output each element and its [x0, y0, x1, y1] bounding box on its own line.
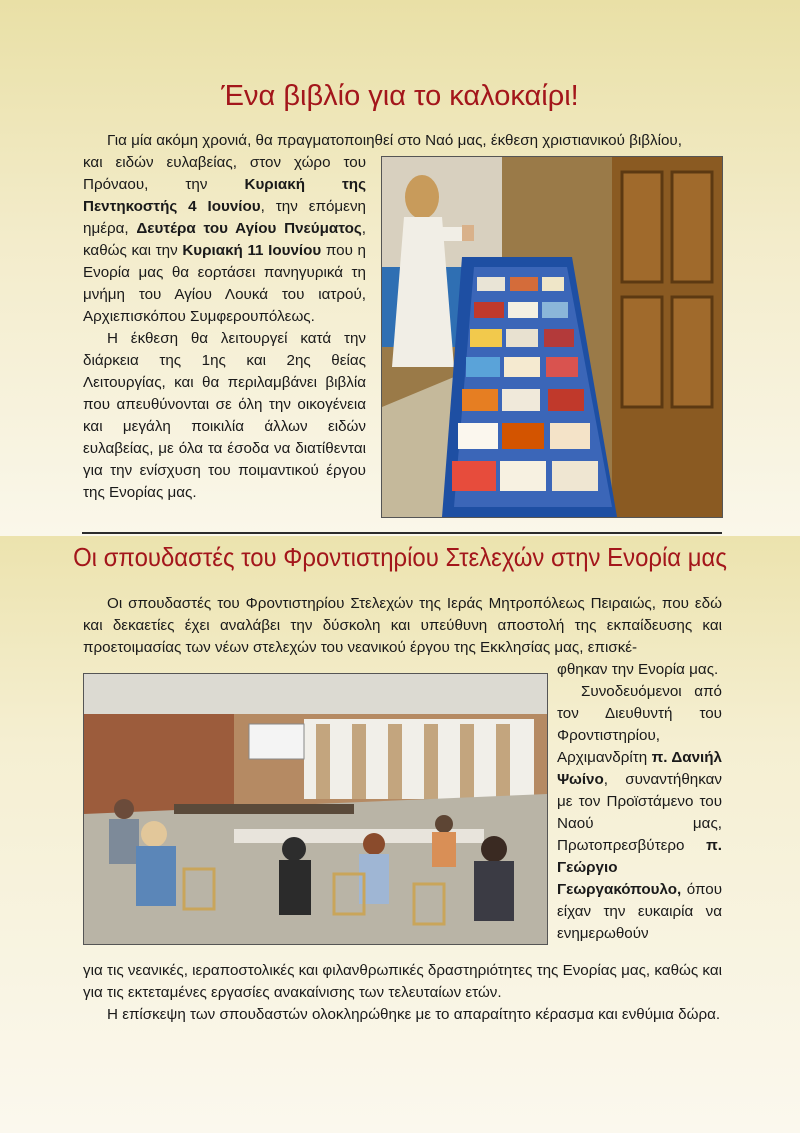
priest-name: π. Γεώργιο Γεωργακόπουλο, [557, 837, 722, 898]
article2-bottom [83, 960, 722, 1026]
article1-paragraph1 [83, 152, 366, 328]
article1-paragraph2: Η έκθεση θα λειτουργεί κατά την διάρκεια της 1ης και 2ης θείας Λειτουργίας, και θα περιλαμβάνει βιβλία που απευθύνονται σε όλη την οικογένεια και μεγάλη ποικιλία άλλων ειδών ευλαβείας, με όλα τα έσοδα να διατίθενται για την ενίσχυση του ποιμαντικού έργου της Ενορίας μας. [83, 330, 366, 501]
article2-title: Οι σπουδαστές του Φροντιστηρίου Στελεχών στην Ενορία μας [73, 542, 727, 572]
section-divider [82, 532, 722, 534]
director-name: π. Δανιήλ Ψωίνο [557, 749, 722, 788]
article1-date-3: Κυριακή 11 Ιουνίου [182, 242, 322, 259]
article1-text: , την επόμενη ημέρα, [83, 198, 366, 237]
article1-date-2: Δευτέρα του Αγίου Πνεύματος [136, 220, 362, 237]
article1-first-line [83, 130, 722, 152]
article2-paragraph2-rest: για τις νεανικές, ιεραποστολικές και φιλανθρωπικές δραστηριότητες της Ενορίας μας, καθώς και για τις εκτεταμένες εργασίες ανακαίνισης των τελευταίων ετών. [83, 962, 722, 1001]
book-exhibition-photo [381, 156, 723, 518]
meeting-hall-photo [83, 673, 548, 945]
article2-intro [83, 593, 722, 659]
article1-date-1: Κυριακή της Πεντηκοστής 4 Ιουνίου [83, 176, 366, 215]
article2-text: όπου είχαν την ευκαιρία να ενημερωθούν [557, 881, 722, 942]
article2-text: , συναντήθηκαν με τον Προϊστάμενο του Ναού μας, Πρωτοπρεσβύτερο [557, 771, 722, 854]
article1-text: και ειδών ευλαβείας, στον χώρο του Πρόναου, την [83, 154, 366, 193]
article2-side-column [557, 659, 722, 945]
article2-paragraph1-side: φθηκαν την Ενορία μας. [557, 661, 719, 678]
article1-text: , καθώς και την [83, 220, 367, 259]
article1-text: που η Ενορία μας θα εορτάσει πανηγυρικά τη μνήμη του Αγίου Λουκά του ιατρού, Αρχιεπισκόπου Συμφερουπόλεως. [83, 242, 366, 325]
article2-paragraph1-top: Οι σπουδαστές του Φροντιστηρίου Στελεχών της Ιεράς Μητροπόλεως Πειραιώς, που εδώ και δεκαετίες έχει αναλάβει την δύσκολη και υπεύθυνη αποστολή της εκπαίδευσης και προετοιμασίας των νέων στελεχών του νεανικού έργου της Εκκλησίας μας, επισκέ- [83, 595, 722, 656]
article2-paragraph2 [557, 681, 722, 945]
article2-paragraph3: Η επίσκεψη των σπουδαστών ολοκληρώθηκε με το απαραίτητο κέρασμα και ενθύμια δώρα. [107, 1006, 721, 1023]
article2-text: Συνοδευόμενοι από τον Διευθυντή του Φροντιστηρίου, Αρχιμανδρίτη [557, 683, 722, 766]
article1-line1: Για μία ακόμη χρονιά, θα πραγματοποιηθεί στο Ναό μας, έκθεση χριστιανικού βιβλίου, [107, 132, 682, 149]
article1-title: Ένα βιβλίο για το καλοκαίρι! [221, 80, 579, 112]
article1-body [83, 152, 366, 504]
